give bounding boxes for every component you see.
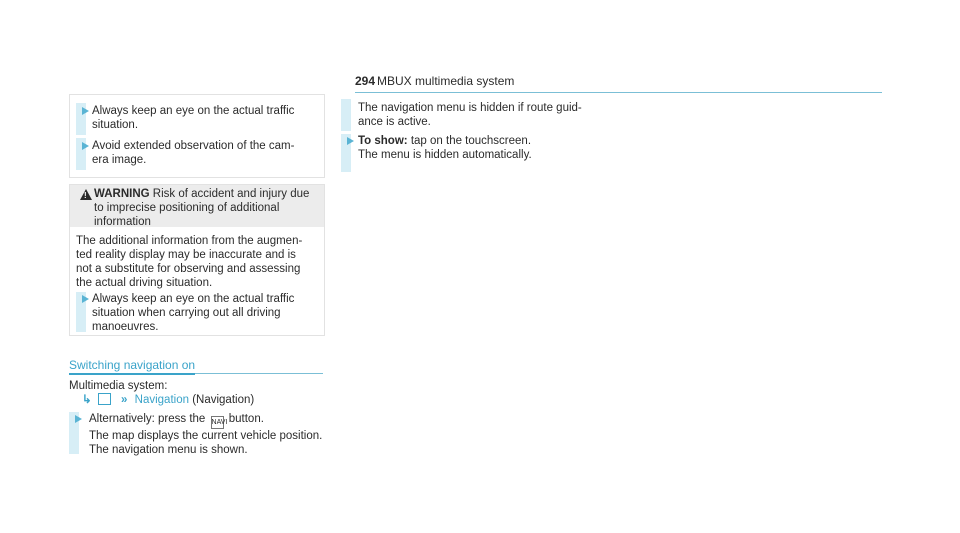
bullet-line: Avoid extended observation of the cam- [92,140,295,152]
navigation-label: (Navigation) [192,394,255,406]
to-show-label: To show: [358,135,408,147]
step-line [89,412,322,429]
warning-triangle-icon: ! [80,189,92,200]
bullet-text [92,139,294,167]
bullet-line: Always keep an eye on the actual traffic [92,293,295,305]
warning-body-line: The additional information from the augmen- [76,235,303,247]
text-line: The navigation menu is hidden if route guid- [358,102,582,114]
warning-line: Risk of accident and injury due [152,188,310,200]
bullet-arrow-icon [82,142,89,150]
navi-key-icon: NAVI [211,416,224,429]
warning-box [69,184,325,336]
page-title: MBUX multimedia system [377,74,515,88]
bullet-line: era image. [92,154,147,166]
bullet-line: situation. [92,119,139,131]
page-number: 294 [355,74,376,88]
section-heading-text: Switching navigation on [69,358,195,375]
bullet-box [69,94,325,178]
warning-body [76,234,320,290]
warning-text [94,187,320,229]
step-line-part: button. [228,413,264,425]
step-text [89,412,322,457]
step-line: The map displays the current vehicle position. [89,430,323,442]
warning-body-line: the actual driving situation. [76,277,213,289]
step-line-part: Alternatively: press the [89,413,206,425]
bullet-bar [341,99,351,131]
bullet-line: manoeuvres. [92,321,159,333]
warning-line: to imprecise positioning of additional [94,202,280,214]
bullet-arrow-icon [82,295,89,303]
bullet-line: situation when carrying out all driving [92,307,281,319]
bullet-line: Always keep an eye on the actual traffic [92,105,295,117]
to-show-instruction: tap on the touchscreen. [410,135,532,147]
warning-body-line: ted reality display may be inaccurate and is [76,249,296,261]
section-heading [69,358,323,374]
page-header [355,74,882,93]
path-arrow-icon: ↳ [82,394,92,406]
to-show-text [358,134,532,162]
warning-body-line: not a substitute for observing and assessing [76,263,301,275]
warning-bullet-text [92,292,294,334]
navigation-link[interactable]: Navigation [134,394,189,406]
text-line: The menu is hidden automatically. [358,149,532,161]
menu-path [82,393,254,407]
bullet-arrow-icon [82,107,89,115]
home-icon [98,393,111,405]
continued-text [358,101,582,129]
bullet-arrow-icon [347,137,354,145]
warning-line: information [94,216,151,228]
step-line: The navigation menu is shown. [89,444,248,456]
chevron-right-icon: » [121,394,128,406]
warning-title: WARNING [94,188,150,200]
text-line [358,134,532,148]
text-line: ance is active. [358,116,431,128]
bullet-text [92,104,294,132]
warning-header [70,185,324,227]
bullet-arrow-icon [75,415,82,423]
intro-text: Multimedia system: [69,380,168,392]
